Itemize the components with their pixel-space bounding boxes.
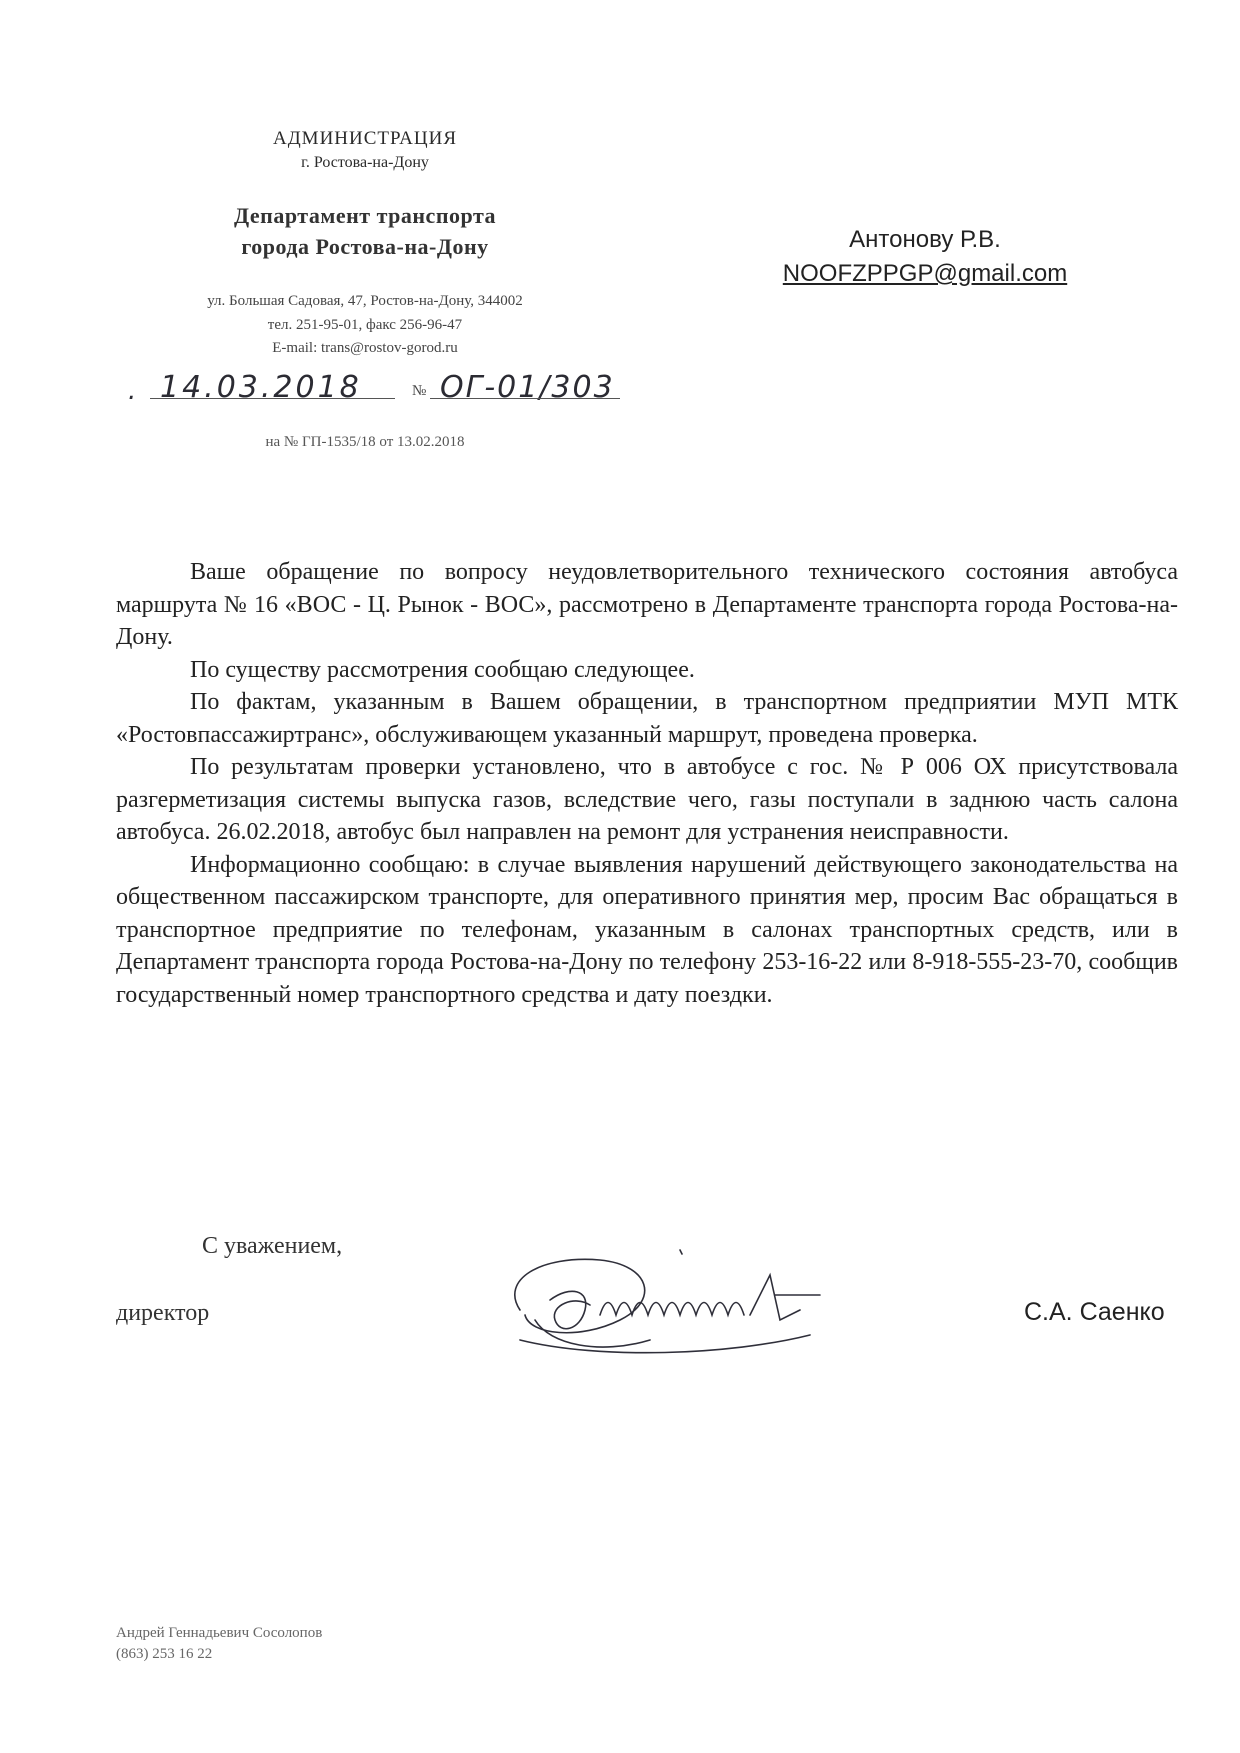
letterhead-department-line1: Департамент транспорта — [233, 203, 497, 228]
letterhead-address: ул. Большая Садовая, 47, Ростов-на-Дону, 344002 — [207, 293, 523, 309]
body-paragraph: Ваше обращение по вопросу неудовлетворительного технического состояния автобуса маршрута № 16 «ВОС - Ц. Рынок - ВОС», рассмотрено в Департаменте транспорта города Ростова-на-Дону. — [116, 559, 1178, 650]
signer-name: С.А. Саенко — [1024, 1298, 1165, 1326]
letterhead-phones: тел. 251-95-01, факс 256-96-47 — [267, 317, 463, 333]
handwritten-reg-number: ОГ-01/303 — [440, 370, 615, 405]
recipient-name: Антонову Р.В. — [849, 226, 1001, 253]
executor-phone: (863) 253 16 22 — [116, 1646, 213, 1662]
number-underline — [430, 398, 620, 399]
handwritten-signature — [480, 1240, 940, 1370]
recipient-email[interactable]: NOOFZPPGP@gmail.com — [782, 260, 1068, 287]
letterhead-department-line2: города Ростова-на-Дону — [241, 234, 489, 259]
handwritten-mark: . — [128, 376, 137, 406]
signer-position: директор — [116, 1300, 210, 1326]
executor-name: Андрей Геннадьевич Сосолопов — [116, 1625, 323, 1641]
date-underline — [150, 398, 395, 399]
letterhead-city: г. Ростова-на-Дону — [301, 154, 429, 171]
letterhead-reference: на № ГП-1535/18 от 13.02.2018 — [265, 434, 465, 450]
body-paragraph: По фактам, указанным в Вашем обращении, в транспортном предприятии МУП МТК «Ростовпассажиртранс», обслуживающем указанный маршрут, проведена проверка. — [116, 689, 1178, 748]
closing-regards: С уважением, — [202, 1233, 343, 1259]
body-paragraph: По существу рассмотрения сообщаю следующее. — [190, 656, 695, 683]
handwritten-date: 14.03.2018 — [160, 370, 362, 405]
body-paragraph: По результатам проверки установлено, что в автобусе с гос. № Р 006 ОХ присутствовала разгерметизация системы выпуска газов, вследствие чего, газы поступали в заднюю часть салона автобуса. 26.02.2018, автобус был направлен на ремонт для устранения неисправности. — [116, 754, 1178, 845]
body-paragraph: Информационно сообщаю: в случае выявления нарушений действующего законодательства на общественном пассажирском транспорте, для оперативного принятия мер, просим Вас обращаться в транспортное предприятие по телефонам, указанным в салонах транспортных средств, или в Департамент транспорта города Ростова-на-Дону по телефону 253-16-22 или 8-918-555-23-70, сообщив государственный номер транспортного средства и дату поездки. — [116, 851, 1178, 1008]
number-sign: № — [412, 383, 427, 399]
letter-body — [116, 556, 1178, 1011]
letterhead-org: АДМИНИСТРАЦИЯ — [273, 128, 457, 149]
letterhead-email: E-mail: trans@rostov-gorod.ru — [272, 340, 458, 356]
